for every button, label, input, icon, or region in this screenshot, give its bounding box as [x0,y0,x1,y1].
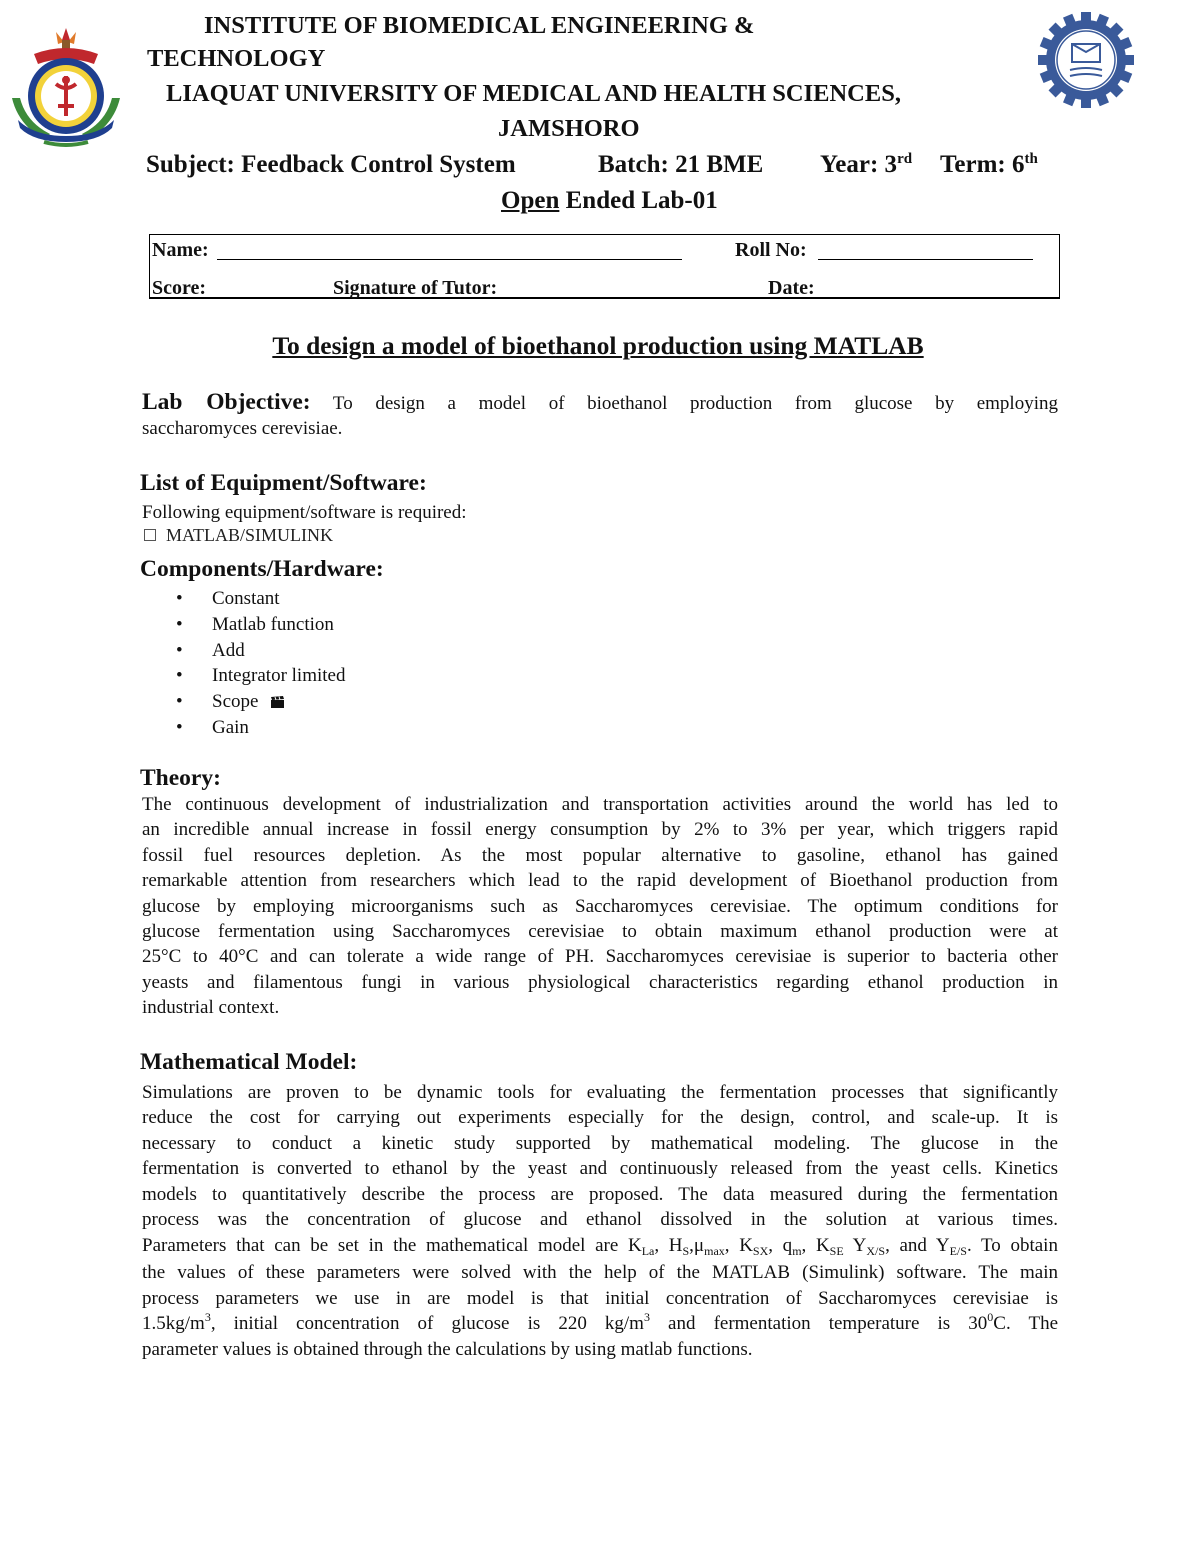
model-paragraph: Simulations are proven to be dynamic tools for evaluating the fermentation processes that significantly reduce the cost for carrying out experiments especially for the design, control, and scale-up. It is necessary to conduct a kinetic study supported by mathematical modeling. The glucose in the fermentation is converted to ethanol by the yeast and continuously released from the yeast cells. Kinetics models to quantitatively describe the process are proposed. The data measured during the fermentation process was the concentration of glucose and ethanol dissolved in the solution at various times. Parameters that can be set in the mathematical model are $K_{La}$, $H_S,\mu_{max}$, $K_{SX}$, $q_m$, $K_{SE}$ $Y_{X/S}$, and $Y_{E/S}$. To obtain the values of these parameters were solved with the help of the MATLAB (Simulink) software. The main process parameters we use in are model is that initial concentration of Saccharomyces cerevisiae is $1.5kg/m^3$, initial concentration of glucose is 220 $kg/m^3$ and fermentation temperature is $30^0C$. The parameter values is obtained through the calculations by using matlab functions. [142,1082,1058,1360]
checkbox-icon [144,529,156,541]
lab-number-heading: Open Ended Lab-01 [501,187,718,214]
name-label: Name: [152,239,209,261]
institute-name-line1: INSTITUTE OF BIOMEDICAL ENGINEERING & [204,12,755,39]
software-item: MATLAB/SIMULINK [144,524,333,542]
student-info-box [149,234,1060,299]
score-field[interactable] [215,297,323,298]
list-item: • Add [176,639,245,661]
term-label: Term: 6th [940,151,1038,178]
year-label: Year: 3rd [820,151,913,178]
university-name-line: LIAQUAT UNIVERSITY OF MEDICAL AND HEALTH SCIENCES, [166,80,901,107]
roll-no-field[interactable] [818,259,1033,260]
institute-name-line2: TECHNOLOGY [147,45,326,72]
theory-paragraph: The continuous development of industrialization and transportation activities around the world has led to an incredible annual increase in fossil energy consumption by 2% to 3% per year, which triggers rapid fossil fuel resources depletion. As the most popular alternative to gasoline, ethanol has gained remarkable attention from researchers which lead to the rapid development of Bioethanol production from glucose by employing microorganisms such as Saccharomyces cerevisiae. The optimum conditions for glucose fermentation using Saccharomyces cerevisiae to obtain maximum ethanol production were at 25°C to 40°C and can tolerate a wide range of PH. Saccharomyces cerevisiae is superior to bacteria other yeasts and filamentous fungi in various physiological characteristics regarding ethanol production in industrial context. [142,794,1058,1019]
list-item: • Gain [176,716,249,738]
objective-paragraph: Lab Objective: To design a model of bioethanol production from glucose by employing saccharomyces cerevisiae. [142,389,1058,439]
batch-label: Batch: 21 BME [598,151,764,178]
concentration-line: $1.5kg/m^3$, initial concentration of glucose is 220 $kg/m^3$ and fermentation temperature is $30^0C$. The [142,1311,1058,1335]
list-item: • Scope [176,689,345,715]
equipment-intro: Following equipment/software is required: [142,502,467,523]
components-heading: Components/Hardware: [140,556,384,582]
signature-field[interactable] [514,297,764,298]
equipment-heading: List of Equipment/Software: [140,470,427,496]
university-crest-logo [4,24,128,150]
model-heading: Mathematical Model: [140,1049,358,1075]
score-label: Score: [152,277,207,299]
objective-heading: Lab Objective: [142,389,311,415]
list-item: • Integrator limited [176,665,346,687]
subject-label: Subject: Feedback Control System [146,151,516,178]
date-field[interactable] [818,297,1036,298]
parameters-line: Parameters that can be set in the mathematical model are $K_{La}$, $H_S,\mu_{max}$, $K_{SX}$, $q_m$, $K_{SE}$ $Y_{X/S}$, and $Y_{E/S}$. To obtain [142,1235,1058,1259]
components-list [176,586,345,741]
theory-heading: Theory: [140,765,221,791]
signature-label: Signature of Tutor: [333,277,498,299]
name-field[interactable] [217,259,682,260]
university-location: JAMSHORO [498,115,640,142]
list-item: • Matlab function [176,613,334,635]
date-label: Date: [768,277,815,299]
lab-title: To design a model of bioethanol production using MATLAB [272,331,924,360]
list-item: • Constant [176,588,280,609]
roll-no-label: Roll No: [735,239,807,261]
clapperboard-icon [270,696,286,708]
institute-gear-emblem-logo [1036,10,1136,110]
